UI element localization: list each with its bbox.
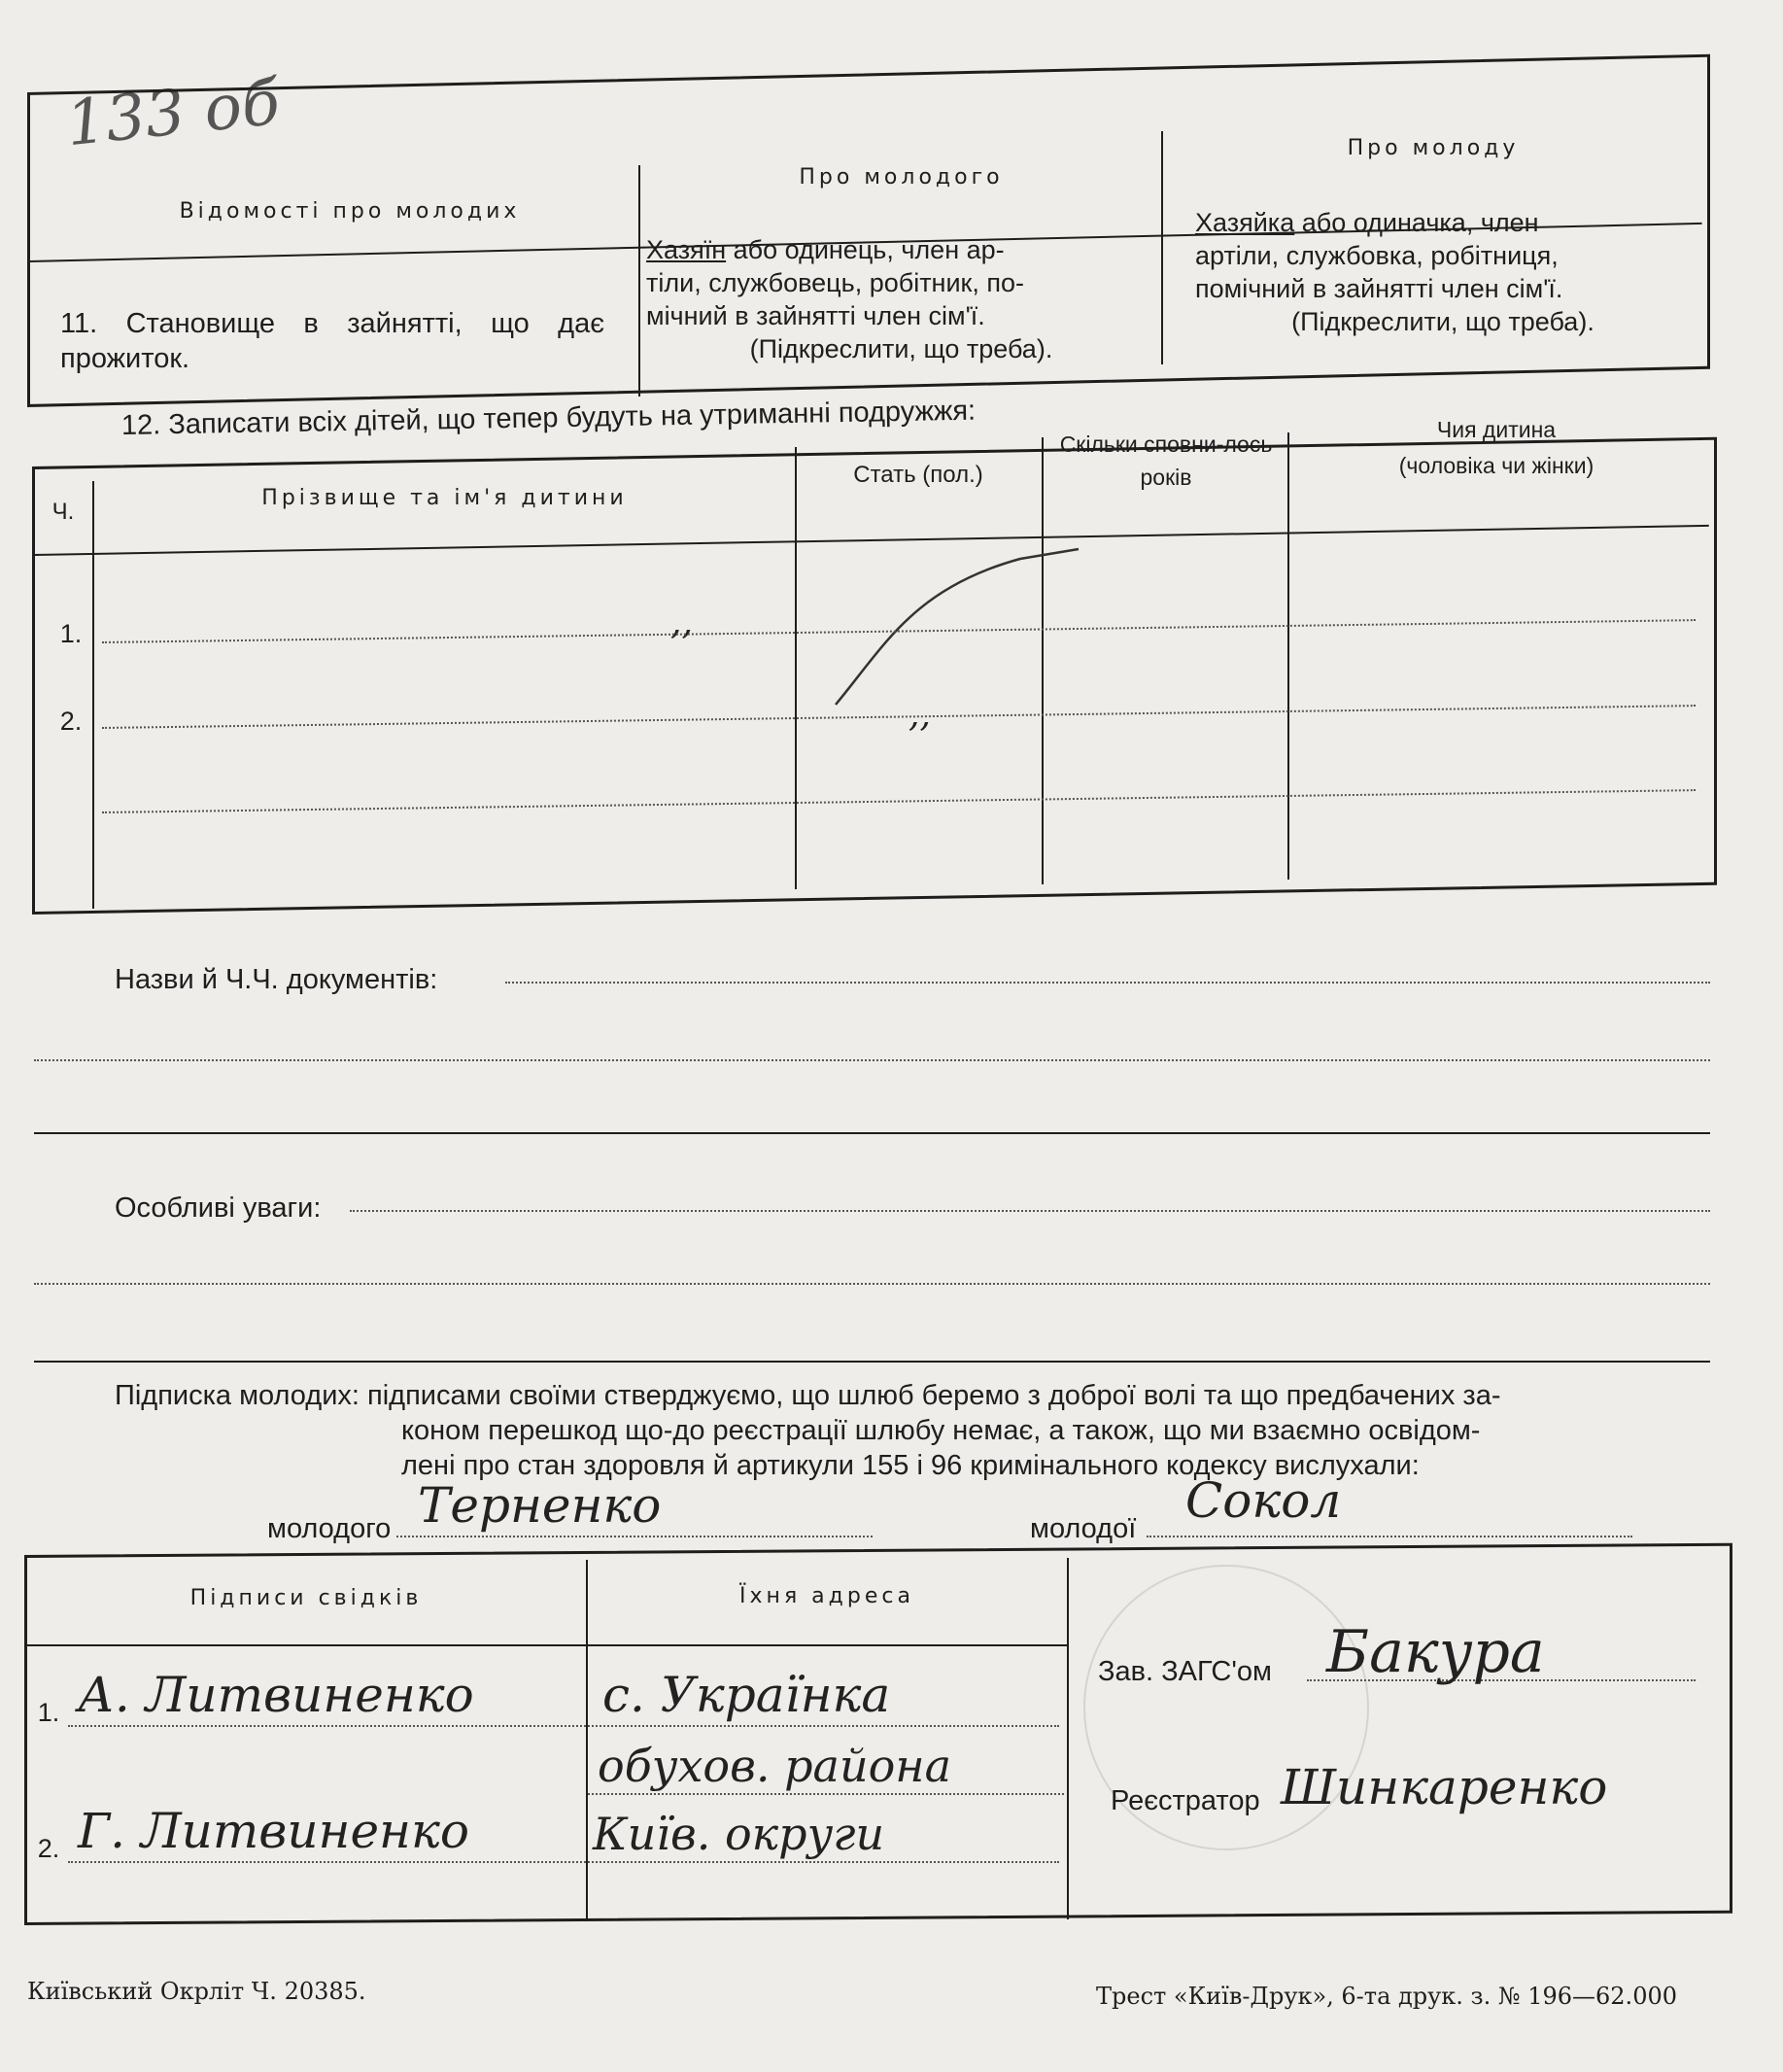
header-groom: Про молодого	[799, 165, 1004, 190]
dash-stroke	[826, 539, 1088, 714]
divider	[586, 1560, 588, 1921]
bride-sign-label: молодої	[1030, 1513, 1137, 1544]
header-info: Відомості про молодих	[179, 199, 521, 224]
bride-sign-line	[1147, 1536, 1632, 1537]
witness-1-address: с. Українка	[602, 1667, 891, 1723]
section-rule	[34, 1361, 1710, 1363]
documents-label: Назви й Ч.Ч. документів:	[115, 964, 438, 995]
divider	[27, 1644, 1067, 1646]
witness-address-line3: Київ. округи	[593, 1808, 885, 1860]
witness-row-1-num: 1.	[37, 1698, 60, 1727]
col-sex: Стать (пол.)	[853, 462, 983, 488]
groom-sign-label: молодого	[267, 1513, 392, 1544]
declaration-text: Підписка молодих: підписами своїми стверджуємо, що шлюб беремо з доброї волі та що предбачених за- коном перешкод що-до реєстрації шлюбу немає, а також, що ми взаємно освідом- лені про стан здоровля й артикули 155 і 96 кримінального кодексу вислухали:	[115, 1380, 1501, 1481]
header-witness-signatures: Підписи свідків	[189, 1586, 423, 1610]
ditto-mark: ,,	[909, 695, 931, 735]
remarks-label: Особливі уваги:	[115, 1192, 322, 1224]
divider	[1287, 432, 1289, 880]
documents-line	[505, 982, 1710, 984]
divider	[795, 447, 797, 889]
witness-line	[68, 1861, 1059, 1863]
divider	[1067, 1558, 1069, 1919]
col-whose-1: Чия дитина	[1436, 417, 1557, 442]
page-number: 133 об	[62, 66, 284, 161]
witness-row-2-num: 2.	[37, 1834, 60, 1863]
row-2-num: 2.	[59, 707, 83, 736]
groom-signature: Терненко	[418, 1477, 662, 1534]
footer-right: Трест «Київ-Друк», 6-та друк. з. № 196—62.000	[1096, 1983, 1677, 2010]
row-1-num: 1.	[59, 619, 83, 648]
q12-label: 12. Записати всіх дітей, що тепер будуть на утриманні подружжя:	[120, 395, 977, 441]
footer-left: Київський Окрліт Ч. 20385.	[27, 1978, 366, 2005]
divider	[1161, 131, 1163, 364]
section-rule	[34, 1132, 1710, 1134]
head-label: Зав. ЗАГС'ом	[1098, 1656, 1272, 1687]
col-whose-2: (чоловіка чи жінки)	[1398, 453, 1594, 478]
registrar-label: Реєстратор	[1111, 1785, 1260, 1816]
witness-2-signature: Г. Литвиненко	[78, 1803, 469, 1859]
remarks-line	[34, 1283, 1710, 1285]
header-witness-address: Їхня адреса	[739, 1584, 914, 1608]
q11-label: 11. Становище в зайнятті, що дає прожиток.	[60, 308, 604, 374]
remarks-line	[350, 1210, 1710, 1212]
witness-1-signature: А. Литвиненко	[78, 1667, 474, 1723]
groom-opt-hazyain: Хазяїн	[646, 235, 727, 264]
documents-line	[34, 1059, 1710, 1061]
groom-options: Хазяїн або одинець, член ар- тіли, службовець, робітник, по- мічний в зайнятті член сім'ї. (Підкреслити, що треба).	[646, 235, 1053, 363]
bride-opt-hazyaika: Хазяйка	[1195, 208, 1295, 237]
header-bride: Про молоду	[1347, 136, 1520, 160]
bride-signature: Сокол	[1185, 1472, 1342, 1529]
col-age: Скільки сповни-лось років	[1059, 432, 1273, 490]
divider	[92, 481, 94, 909]
col-name: Прізвище та ім'я дитини	[261, 486, 628, 510]
groom-sign-line	[396, 1536, 873, 1537]
head-signature: Бакура	[1326, 1618, 1545, 1686]
witness-address-line2: обухов. района	[598, 1740, 952, 1792]
col-num: Ч.	[51, 499, 75, 525]
ditto-mark: ,,	[670, 603, 693, 642]
bride-options: Хазяйка або одиначка, член артіли, службовка, робітниця, помічний в зайнятті член сім'ї. (Підкреслити, що треба).	[1195, 208, 1594, 336]
registrar-signature: Шинкаренко	[1281, 1759, 1608, 1815]
witness-line	[588, 1793, 1064, 1795]
witness-line	[68, 1725, 1059, 1727]
